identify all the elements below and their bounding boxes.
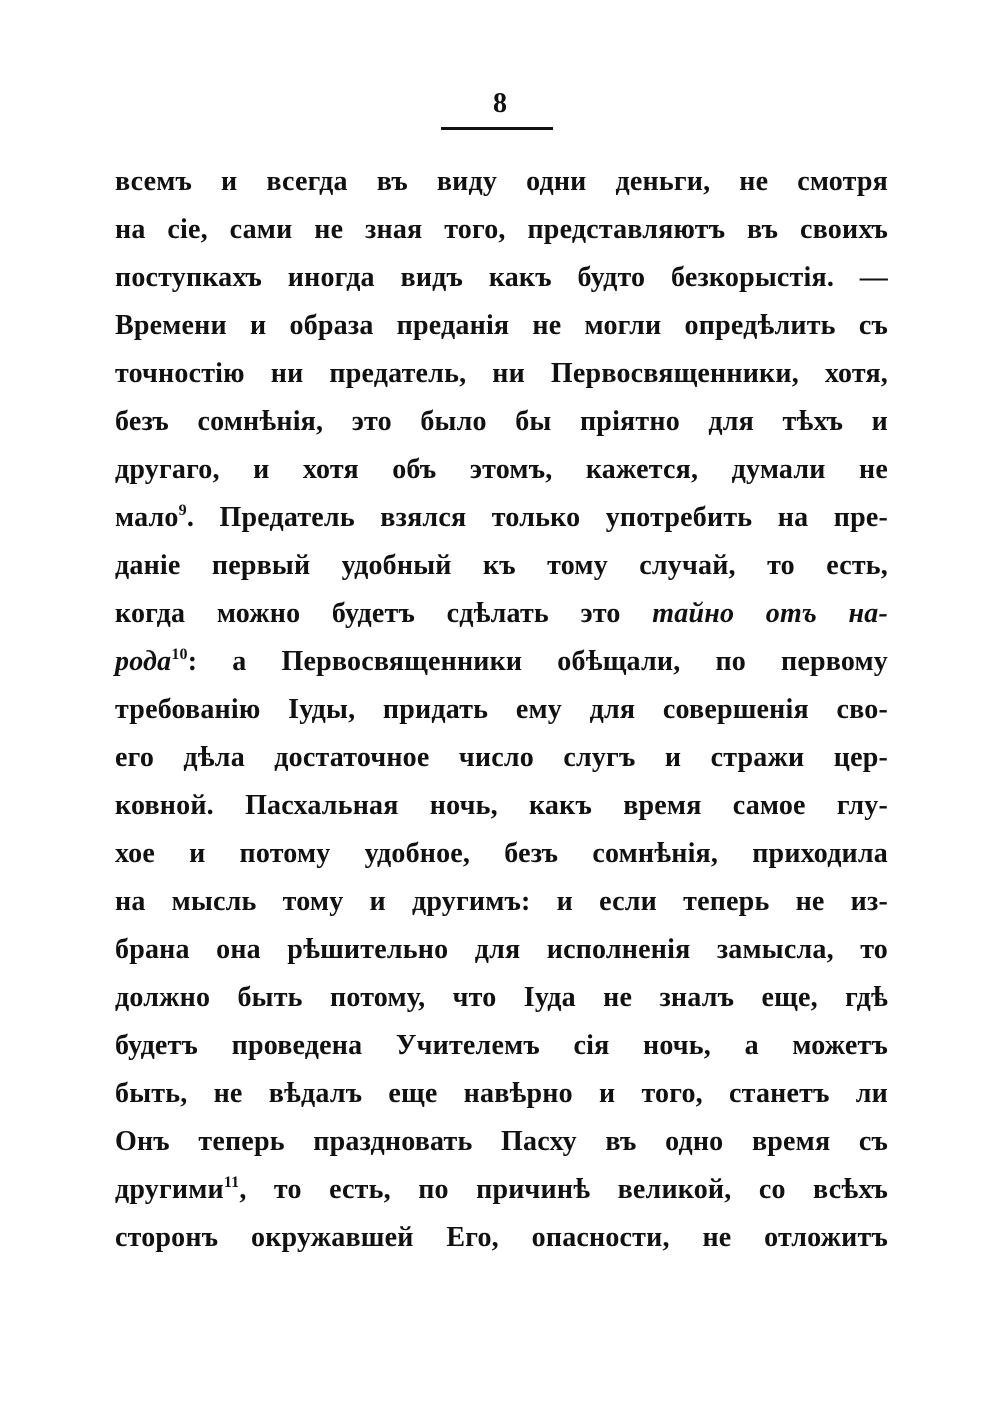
text-line bbox=[115, 590, 888, 638]
text-line bbox=[115, 542, 888, 590]
text-segment: на сіе, сами не зная того, представляютъ въ своихъ bbox=[115, 214, 888, 245]
footnote-marker: 11 bbox=[223, 1174, 240, 1191]
text-line bbox=[115, 782, 888, 830]
text-line bbox=[115, 158, 888, 206]
text-segment: поступкахъ иногда видъ какъ будто безкорыстія. — bbox=[115, 262, 888, 293]
text-line bbox=[115, 350, 888, 398]
text-segment: хое и потому удобное, безъ сомнѣнія, приходила bbox=[115, 838, 888, 869]
footnote-marker: 9 bbox=[178, 502, 187, 519]
text-segment: другаго, и хотя объ этомъ, кажется, думали не bbox=[115, 454, 888, 485]
text-segment: : а Первосвященники обѣщали, по первому bbox=[187, 646, 888, 677]
text-segment: Онъ теперь праздновать Пасху въ одно время съ bbox=[115, 1126, 888, 1157]
text-line bbox=[115, 1118, 888, 1166]
page-number-rule bbox=[441, 127, 553, 130]
text-segment: Времени и образа преданія не могли опредѣлить съ bbox=[115, 310, 888, 341]
text-line bbox=[115, 446, 888, 494]
text-segment: сторонъ окружавшей Его, опасности, не отложитъ bbox=[115, 1222, 888, 1253]
text-line bbox=[115, 1166, 888, 1214]
text-line bbox=[115, 494, 888, 542]
text-line bbox=[115, 398, 888, 446]
text-line bbox=[115, 302, 888, 350]
text-segment: должно быть потому, что Іуда не зналъ еще, гдѣ bbox=[115, 982, 888, 1013]
text-segment: будетъ проведена Учителемъ сія ночь, а можетъ bbox=[115, 1030, 888, 1061]
text-line bbox=[115, 638, 888, 686]
text-segment: всемъ и всегда въ виду одни деньги, не смотря bbox=[115, 166, 888, 197]
italic-text: тайно отъ на- bbox=[652, 598, 889, 629]
text-segment: , то есть, по причинѣ великой, со всѣхъ bbox=[239, 1174, 888, 1205]
text-segment: его дѣла достаточное число слугъ и стражи цер- bbox=[115, 742, 888, 773]
footnote-marker: 10 bbox=[171, 646, 188, 663]
text-line bbox=[115, 830, 888, 878]
text-segment: мало bbox=[115, 502, 179, 533]
body-text bbox=[115, 158, 888, 1262]
text-segment: быть, не вѣдалъ еще навѣрно и того, станетъ ли bbox=[115, 1078, 888, 1109]
text-segment: безъ сомнѣнія, это было бы пріятно для тѣхъ и bbox=[115, 406, 888, 437]
text-line bbox=[115, 1022, 888, 1070]
text-segment: когда можно будетъ сдѣлать это bbox=[115, 598, 653, 629]
text-line bbox=[115, 206, 888, 254]
text-segment: на мысль тому и другимъ: и если теперь не из- bbox=[115, 886, 888, 917]
italic-text: рода bbox=[115, 646, 172, 677]
text-line bbox=[115, 926, 888, 974]
text-segment: брана она рѣшительно для исполненія замысла, то bbox=[115, 934, 888, 965]
text-segment: даніе первый удобный къ тому случай, то есть, bbox=[115, 550, 888, 581]
text-line bbox=[115, 1070, 888, 1118]
text-line bbox=[115, 686, 888, 734]
text-segment: другими bbox=[115, 1174, 224, 1205]
text-line bbox=[115, 878, 888, 926]
text-segment: . Предатель взялся только употребить на пре- bbox=[186, 502, 888, 533]
text-segment: ковной. Пасхальная ночь, какъ время самое глу- bbox=[115, 790, 888, 821]
text-segment: точностію ни предатель, ни Первосвященники, хотя, bbox=[115, 358, 888, 389]
text-line bbox=[115, 734, 888, 782]
text-segment: требованію Іуды, придать ему для совершенія сво- bbox=[115, 694, 888, 725]
page-number: 8 bbox=[493, 88, 507, 119]
text-line bbox=[115, 1214, 888, 1262]
text-line bbox=[115, 254, 888, 302]
text-line bbox=[115, 974, 888, 1022]
